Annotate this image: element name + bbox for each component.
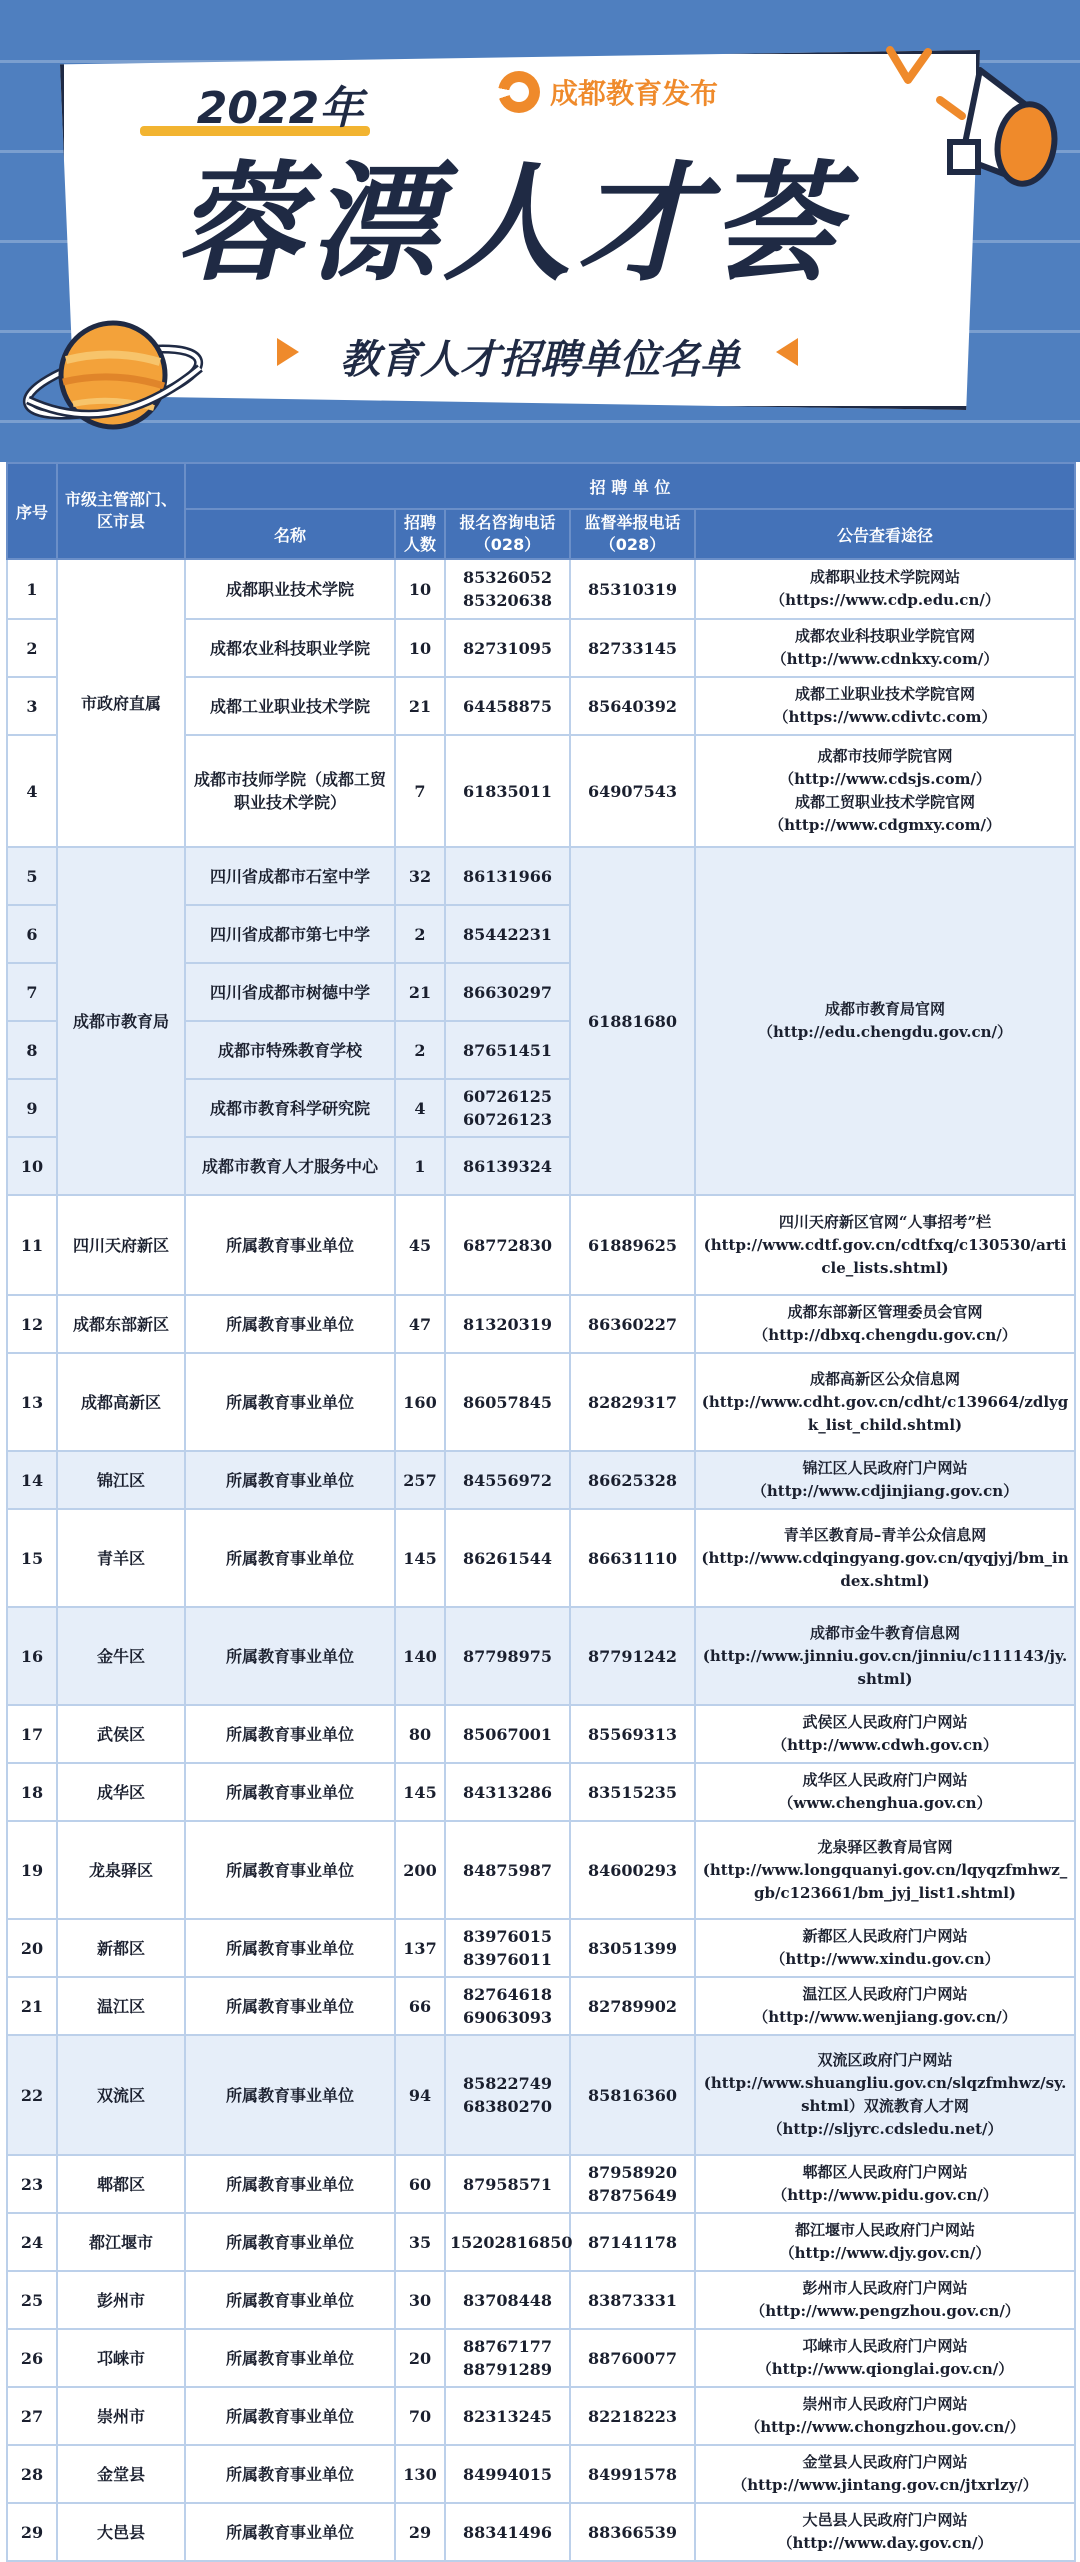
cell-notice-site: 新都区人民政府门户网站 （http://www.xindu.gov.cn）: [695, 1919, 1075, 1977]
cell-notice-site: 成都农业科技职业学院官网 （http://www.cdnkxy.com/）: [695, 619, 1075, 677]
header-units-group: 招 聘 单 位: [185, 463, 1075, 509]
cell-unit-name: 所属教育事业单位: [185, 1763, 395, 1821]
cell-index: 9: [7, 1079, 57, 1137]
cell-count: 35: [395, 2213, 445, 2271]
cell-index: 7: [7, 963, 57, 1021]
cell-dept: 成都市教育局: [57, 847, 185, 1195]
table-row: [7, 1353, 1075, 1451]
cell-dept: 成华区: [57, 1763, 185, 1821]
cell-unit-name: 所属教育事业单位: [185, 2213, 395, 2271]
cell-dept: 彭州市: [57, 2271, 185, 2329]
cell-count: 2: [395, 905, 445, 963]
cell-index: 2: [7, 619, 57, 677]
recruitment-table: [6, 462, 1076, 2562]
cell-notice-site: 成都东部新区管理委员会官网 （http://dbxq.chengdu.gov.cn/）: [695, 1295, 1075, 1353]
cell-index: 16: [7, 1607, 57, 1705]
cell-report-phone: 64907543: [570, 735, 695, 847]
cell-report-phone: 84600293: [570, 1821, 695, 1919]
cell-notice-site: 青羊区教育局–青羊公众信息网 (http://www.cdqingyang.gov.cn/qyqjyj/bm_index.shtml): [695, 1509, 1075, 1607]
table-row: [7, 1705, 1075, 1763]
cell-unit-name: 成都市特殊教育学校: [185, 1021, 395, 1079]
cell-consult-phone: 88767177 88791289: [445, 2329, 570, 2387]
cell-dept: 龙泉驿区: [57, 1821, 185, 1919]
cell-index: 26: [7, 2329, 57, 2387]
cell-dept: 大邑县: [57, 2503, 185, 2561]
header-index: 序号: [7, 463, 57, 559]
cell-index: 3: [7, 677, 57, 735]
cell-index: 28: [7, 2445, 57, 2503]
cell-unit-name: 所属教育事业单位: [185, 1919, 395, 1977]
cell-dept: 青羊区: [57, 1509, 185, 1607]
header-banner: [0, 0, 1080, 462]
recruitment-table-container: [6, 462, 1074, 2562]
cell-consult-phone: 81320319: [445, 1295, 570, 1353]
cell-unit-name: 四川省成都市树德中学: [185, 963, 395, 1021]
cell-notice-site: 成华区人民政府门户网站 （www.chenghua.gov.cn）: [695, 1763, 1075, 1821]
cell-dept: 成都东部新区: [57, 1295, 185, 1353]
megaphone-icon: [870, 30, 1080, 230]
cell-unit-name: 四川省成都市第七中学: [185, 905, 395, 963]
year-label: 2022年: [196, 83, 364, 134]
table-row: [7, 559, 1075, 619]
cell-dept: 金牛区: [57, 1607, 185, 1705]
table-row: [7, 1977, 1075, 2035]
cell-unit-name: 成都职业技术学院: [185, 559, 395, 619]
cell-consult-phone: 86630297: [445, 963, 570, 1021]
header-report-phone: 监督举报电话（028）: [570, 509, 695, 559]
cell-dept: 市政府直属: [57, 559, 185, 847]
cell-notice-site: 成都市教育局官网 （http://edu.chengdu.gov.cn/）: [695, 847, 1075, 1195]
cell-unit-name: 四川省成都市石室中学: [185, 847, 395, 905]
cell-report-phone: 85640392: [570, 677, 695, 735]
cell-index: 27: [7, 2387, 57, 2445]
page-title: 蓉漂人才荟: [174, 150, 845, 299]
cell-notice-site: 郫都区人民政府门户网站 （http://www.pidu.gov.cn/）: [695, 2155, 1075, 2213]
cell-index: 8: [7, 1021, 57, 1079]
cell-index: 13: [7, 1353, 57, 1451]
cell-index: 5: [7, 847, 57, 905]
cell-report-phone: 85816360: [570, 2035, 695, 2155]
cell-unit-name: 所属教育事业单位: [185, 2387, 395, 2445]
cell-index: 15: [7, 1509, 57, 1607]
cell-report-phone: 83515235: [570, 1763, 695, 1821]
cell-report-phone: 85569313: [570, 1705, 695, 1763]
cell-count: 7: [395, 735, 445, 847]
cell-consult-phone: 85822749 68380270: [445, 2035, 570, 2155]
cell-count: 30: [395, 2271, 445, 2329]
cell-count: 10: [395, 619, 445, 677]
cell-count: 29: [395, 2503, 445, 2561]
cell-consult-phone: 82731095: [445, 619, 570, 677]
cell-report-phone: 82789902: [570, 1977, 695, 2035]
cell-count: 140: [395, 1607, 445, 1705]
cell-count: 10: [395, 559, 445, 619]
brand-logo-icon: [498, 71, 540, 113]
cell-count: 21: [395, 677, 445, 735]
cell-consult-phone: 87958571: [445, 2155, 570, 2213]
cell-unit-name: 成都市教育科学研究院: [185, 1079, 395, 1137]
cell-notice-site: 都江堰市人民政府门户网站 （http://www.djy.gov.cn/）: [695, 2213, 1075, 2271]
header-name: 名称: [185, 509, 395, 559]
cell-index: 22: [7, 2035, 57, 2155]
cell-notice-site: 四川天府新区官网“人事招考”栏 (http://www.cdtf.gov.cn/cdtfxq/c130530/article_lists.shtml): [695, 1195, 1075, 1295]
cell-notice-site: 双流区政府门户网站 (http://www.shuangliu.gov.cn/slqzfmhwz/sy.shtml）双流教育人才网 （http://sljyrc.cdsledu.net/）: [695, 2035, 1075, 2155]
cell-count: 20: [395, 2329, 445, 2387]
cell-consult-phone: 64458875: [445, 677, 570, 735]
cell-index: 10: [7, 1137, 57, 1195]
cell-index: 23: [7, 2155, 57, 2213]
cell-consult-phone: 87651451: [445, 1021, 570, 1079]
cell-consult-phone: 83976015 83976011: [445, 1919, 570, 1977]
cell-count: 137: [395, 1919, 445, 1977]
cell-count: 47: [395, 1295, 445, 1353]
cell-unit-name: 所属教育事业单位: [185, 2503, 395, 2561]
table-row: [7, 2445, 1075, 2503]
header-dept: 市级主管部门、区市县: [57, 463, 185, 559]
cell-notice-site: 成都高新区公众信息网 (http://www.cdht.gov.cn/cdht/c139664/zdlygk_list_child.shtml): [695, 1353, 1075, 1451]
cell-count: 45: [395, 1195, 445, 1295]
cell-consult-phone: 87798975: [445, 1607, 570, 1705]
cell-consult-phone: 82313245: [445, 2387, 570, 2445]
cell-report-phone: 86360227: [570, 1295, 695, 1353]
cell-report-phone: 82218223: [570, 2387, 695, 2445]
cell-index: 4: [7, 735, 57, 847]
cell-consult-phone: 86261544: [445, 1509, 570, 1607]
table-row: [7, 1821, 1075, 1919]
cell-dept: 新都区: [57, 1919, 185, 1977]
planet-icon: [18, 300, 208, 450]
cell-dept: 成都高新区: [57, 1353, 185, 1451]
cell-consult-phone: 88341496: [445, 2503, 570, 2561]
cell-count: 145: [395, 1509, 445, 1607]
cell-consult-phone: 85067001: [445, 1705, 570, 1763]
table-row: [7, 1763, 1075, 1821]
cell-unit-name: 所属教育事业单位: [185, 1295, 395, 1353]
cell-notice-site: 金堂县人民政府门户网站 （http://www.jintang.gov.cn/jtxrlzy/）: [695, 2445, 1075, 2503]
cell-index: 17: [7, 1705, 57, 1763]
cell-unit-name: 所属教育事业单位: [185, 1607, 395, 1705]
cell-dept: 都江堰市: [57, 2213, 185, 2271]
cell-dept: 温江区: [57, 1977, 185, 2035]
cell-index: 1: [7, 559, 57, 619]
cell-consult-phone: 85442231: [445, 905, 570, 963]
table-row: [7, 2155, 1075, 2213]
table-row: [7, 2387, 1075, 2445]
cell-unit-name: 成都市技师学院（成都工贸职业技术学院）: [185, 735, 395, 847]
cell-report-phone: 87141178: [570, 2213, 695, 2271]
cell-consult-phone: 60726125 60726123: [445, 1079, 570, 1137]
cell-dept: 崇州市: [57, 2387, 185, 2445]
cell-unit-name: 所属教育事业单位: [185, 1451, 395, 1509]
cell-report-phone: 86631110: [570, 1509, 695, 1607]
cell-unit-name: 所属教育事业单位: [185, 1509, 395, 1607]
cell-count: 1: [395, 1137, 445, 1195]
brand-name: 成都教育发布: [550, 77, 719, 110]
cell-unit-name: 所属教育事业单位: [185, 1977, 395, 2035]
cell-dept: 邛崃市: [57, 2329, 185, 2387]
table-row: [7, 1509, 1075, 1607]
cell-count: 70: [395, 2387, 445, 2445]
cell-consult-phone: 84556972: [445, 1451, 570, 1509]
table-row: [7, 1195, 1075, 1295]
cell-report-phone: 87791242: [570, 1607, 695, 1705]
table-body: [7, 559, 1075, 2561]
cell-notice-site: 大邑县人民政府门户网站 （http://www.day.gov.cn/）: [695, 2503, 1075, 2561]
cell-report-phone: 86625328: [570, 1451, 695, 1509]
cell-index: 29: [7, 2503, 57, 2561]
cell-index: 20: [7, 1919, 57, 1977]
cell-unit-name: 所属教育事业单位: [185, 1705, 395, 1763]
cell-consult-phone: 84994015: [445, 2445, 570, 2503]
cell-report-phone: 85310319: [570, 559, 695, 619]
table-row: [7, 2271, 1075, 2329]
cell-report-phone: 82733145: [570, 619, 695, 677]
cell-count: 200: [395, 1821, 445, 1919]
cell-notice-site: 成都市金牛教育信息网 (http://www.jinniu.gov.cn/jinniu/c111143/jy.shtml): [695, 1607, 1075, 1705]
cell-count: 4: [395, 1079, 445, 1137]
cell-count: 60: [395, 2155, 445, 2213]
cell-consult-phone: 15202816850: [445, 2213, 570, 2271]
cell-dept: 郫都区: [57, 2155, 185, 2213]
cell-consult-phone: 84313286: [445, 1763, 570, 1821]
cell-dept: 双流区: [57, 2035, 185, 2155]
cell-count: 160: [395, 1353, 445, 1451]
cell-dept: 锦江区: [57, 1451, 185, 1509]
table-row: [7, 2503, 1075, 2561]
cell-index: 25: [7, 2271, 57, 2329]
cell-consult-phone: 68772830: [445, 1195, 570, 1295]
cell-report-phone: 88366539: [570, 2503, 695, 2561]
cell-count: 94: [395, 2035, 445, 2155]
cell-unit-name: 所属教育事业单位: [185, 2035, 395, 2155]
cell-unit-name: 所属教育事业单位: [185, 1353, 395, 1451]
cell-notice-site: 锦江区人民政府门户网站 （http://www.cdjinjiang.gov.cn）: [695, 1451, 1075, 1509]
cell-count: 32: [395, 847, 445, 905]
cell-notice-site: 温江区人民政府门户网站 （http://www.wenjiang.gov.cn/）: [695, 1977, 1075, 2035]
cell-unit-name: 成都农业科技职业学院: [185, 619, 395, 677]
cell-notice-site: 成都工业职业技术学院官网 （https://www.cdivtc.com）: [695, 677, 1075, 735]
table-row: [7, 2329, 1075, 2387]
header-count: 招聘人数: [395, 509, 445, 559]
cell-count: 21: [395, 963, 445, 1021]
cell-consult-phone: 86131966: [445, 847, 570, 905]
cell-notice-site: 成都市技师学院官网 （http://www.cdsjs.com/） 成都工贸职业技术学院官网 （http://www.cdgmxy.com/）: [695, 735, 1075, 847]
cell-consult-phone: 86057845: [445, 1353, 570, 1451]
table-row: [7, 1607, 1075, 1705]
cell-index: 21: [7, 1977, 57, 2035]
cell-index: 18: [7, 1763, 57, 1821]
cell-count: 145: [395, 1763, 445, 1821]
cell-report-phone: 84991578: [570, 2445, 695, 2503]
cell-report-phone: 61881680: [570, 847, 695, 1195]
cell-report-phone: 87958920 87875649: [570, 2155, 695, 2213]
cell-report-phone: 83873331: [570, 2271, 695, 2329]
cell-unit-name: 所属教育事业单位: [185, 1821, 395, 1919]
cell-report-phone: 82829317: [570, 1353, 695, 1451]
cell-unit-name: 成都工业职业技术学院: [185, 677, 395, 735]
cell-consult-phone: 83708448: [445, 2271, 570, 2329]
triangle-right-icon: [776, 338, 798, 366]
cell-consult-phone: 84875987: [445, 1821, 570, 1919]
cell-unit-name: 成都市教育人才服务中心: [185, 1137, 395, 1195]
cell-notice-site: 龙泉驿区教育局官网 (http://www.longquanyi.gov.cn/lqyqzfmhwz_gb/c123661/bm_jyj_list1.shtml): [695, 1821, 1075, 1919]
cell-consult-phone: 82764618 69063093: [445, 1977, 570, 2035]
cell-unit-name: 所属教育事业单位: [185, 2155, 395, 2213]
cell-index: 12: [7, 1295, 57, 1353]
cell-count: 130: [395, 2445, 445, 2503]
cell-index: 11: [7, 1195, 57, 1295]
cell-index: 14: [7, 1451, 57, 1509]
cell-unit-name: 所属教育事业单位: [185, 1195, 395, 1295]
cell-dept: 武侯区: [57, 1705, 185, 1763]
cell-notice-site: 崇州市人民政府门户网站 （http://www.chongzhou.gov.cn/）: [695, 2387, 1075, 2445]
table-row: [7, 2035, 1075, 2155]
cell-count: 66: [395, 1977, 445, 2035]
cell-unit-name: 所属教育事业单位: [185, 2329, 395, 2387]
cell-count: 2: [395, 1021, 445, 1079]
brand: [498, 68, 718, 116]
header-consult-phone: 报名咨询电话（028）: [445, 509, 570, 559]
cell-consult-phone: 85326052 85320638: [445, 559, 570, 619]
cell-report-phone: 88760077: [570, 2329, 695, 2387]
header-notice: 公告查看途径: [695, 509, 1075, 559]
cell-notice-site: 武侯区人民政府门户网站 （http://www.cdwh.gov.cn）: [695, 1705, 1075, 1763]
cell-report-phone: 61889625: [570, 1195, 695, 1295]
cell-index: 6: [7, 905, 57, 963]
cell-index: 19: [7, 1821, 57, 1919]
table-row: [7, 1919, 1075, 1977]
cell-count: 257: [395, 1451, 445, 1509]
cell-consult-phone: 61835011: [445, 735, 570, 847]
cell-count: 80: [395, 1705, 445, 1763]
cell-index: 24: [7, 2213, 57, 2271]
cell-notice-site: 彭州市人民政府门户网站 （http://www.pengzhou.gov.cn/）: [695, 2271, 1075, 2329]
cell-consult-phone: 86139324: [445, 1137, 570, 1195]
table-row: [7, 2213, 1075, 2271]
table-row: [7, 1295, 1075, 1353]
cell-unit-name: 所属教育事业单位: [185, 2445, 395, 2503]
cell-notice-site: 邛崃市人民政府门户网站 （http://www.qionglai.gov.cn/）: [695, 2329, 1075, 2387]
cell-dept: 四川天府新区: [57, 1195, 185, 1295]
cell-notice-site: 成都职业技术学院网站 （https://www.cdp.edu.cn/）: [695, 559, 1075, 619]
table-row: [7, 847, 1075, 905]
table-row: [7, 1451, 1075, 1509]
page-subtitle: 教育人才招聘单位名单: [340, 337, 740, 383]
cell-report-phone: 83051399: [570, 1919, 695, 1977]
cell-dept: 金堂县: [57, 2445, 185, 2503]
cell-unit-name: 所属教育事业单位: [185, 2271, 395, 2329]
